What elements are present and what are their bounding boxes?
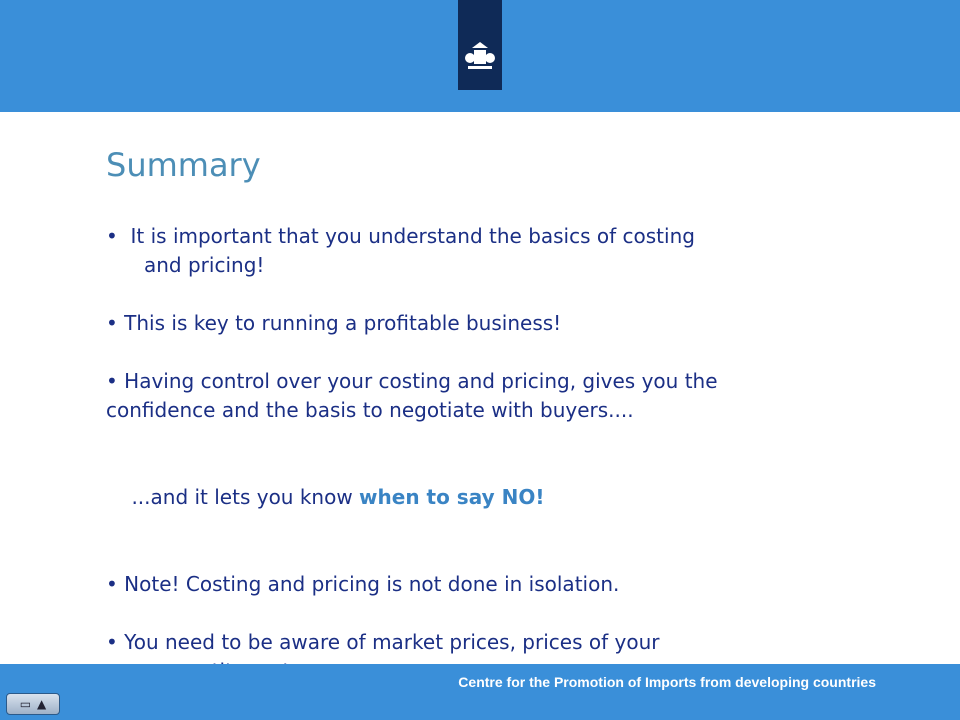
bullet-3-line-1: • Having control over your costing and pricing, gives you the xyxy=(106,369,718,393)
bullet-1-line-2: and pricing! xyxy=(144,253,265,277)
footer-band xyxy=(0,664,960,720)
royal-coat-of-arms-icon xyxy=(462,40,498,76)
organization-name: Centre for the Promotion of Imports from developing countries xyxy=(458,674,876,690)
bullet-5-line-1: • Note! Costing and pricing is not done in isolation. xyxy=(106,572,620,596)
slide-title: Summary xyxy=(106,146,261,184)
bullet-3-line-2: confidence and the basis to negotiate with buyers.... xyxy=(106,398,634,422)
government-logo-ribbon xyxy=(458,0,502,90)
bullet-list xyxy=(106,222,896,686)
bullet-1-line-1: • It is important that you understand the basics of costing xyxy=(106,224,695,248)
bullet-4-emphasis: when to say NO! xyxy=(359,485,545,509)
bullet-4-prefix: ...and it lets you know xyxy=(131,485,360,509)
bullet-4 xyxy=(106,454,896,541)
triangle-up-icon: ▲ xyxy=(37,697,47,711)
slide-view-icon: ▭ xyxy=(19,697,32,711)
bullet-2-line-1: • This is key to running a profitable business! xyxy=(106,311,562,335)
bullet-6-line-1: • You need to be aware of market prices, prices of your xyxy=(106,630,660,654)
slideshow-control-button[interactable] xyxy=(6,693,60,715)
